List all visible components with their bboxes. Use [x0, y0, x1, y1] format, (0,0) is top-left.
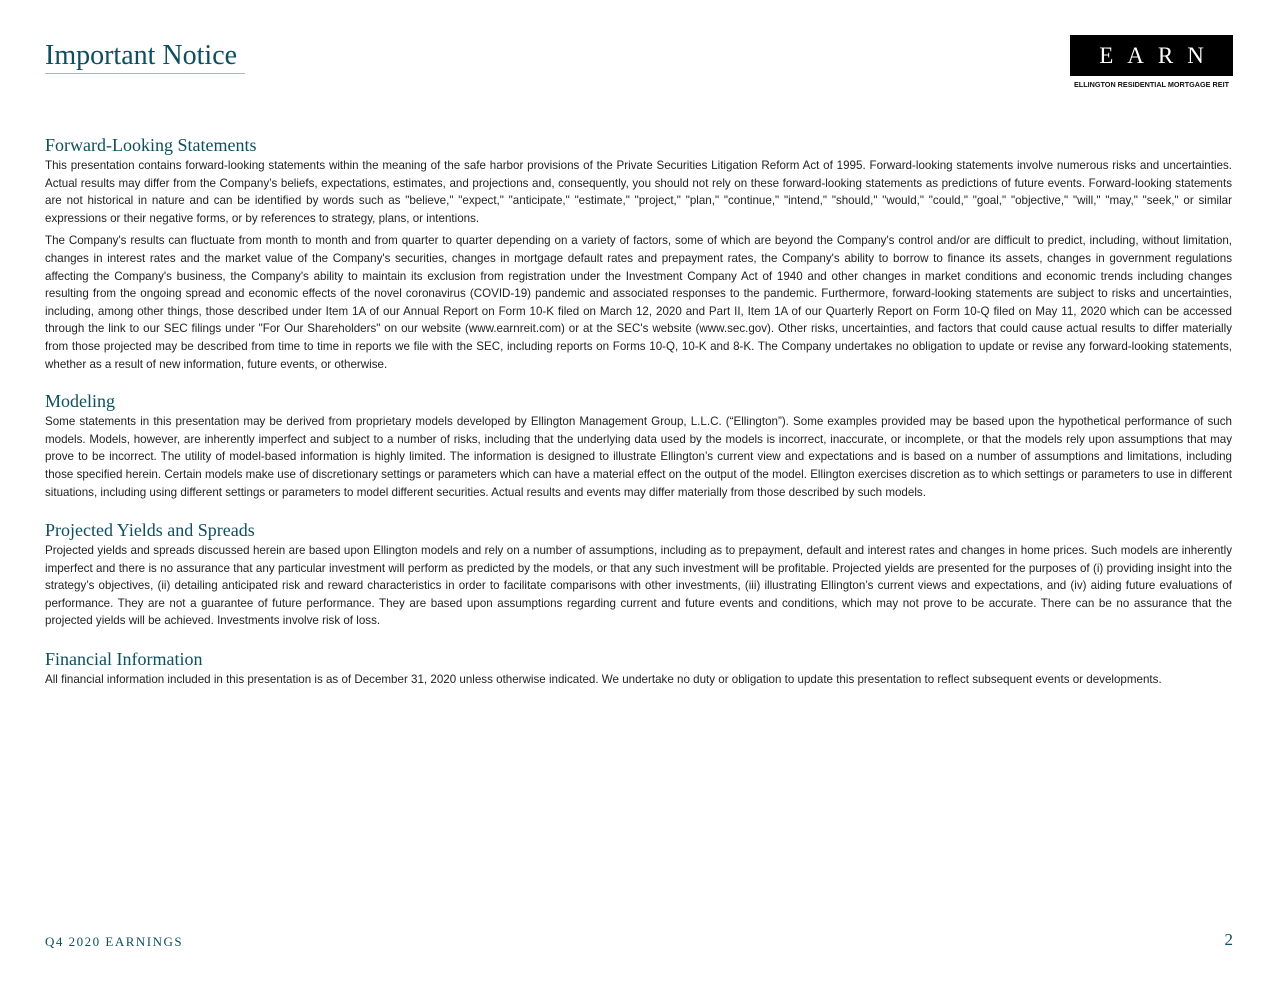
paragraph: Projected yields and spreads discussed herein are based upon Ellington models and rely on a number of assumptions, including as to prepayment, default and interest rates and changes in home prices. Such models are inherently imperfect and there is no assurance that any particular investment will perform as predicted by the models, or that any such investment will be profitable. Projected yields are presented for the purposes of (i) providing insight into the strategy’s objectives, (ii) detailing anticipated risk and reward characteristics in order to facilitate comparisons with other investments, (iii) illustrating Ellington’s current views and expectations, and (iv) aiding future evaluations of performance. They are not a guarantee of future performance. They are based upon assumptions regarding current and future events and conditions, which may not prove to be accurate. There can be no assurance that the projected yields will be achieved. Investments involve risk of loss.	[45, 544, 1232, 628]
page-title: Important Notice	[45, 40, 238, 71]
paragraph: Some statements in this presentation may be derived from proprietary models developed by Ellington Management Group, L.L.C. (“Ellington”). Some examples provided may be based upon the hypothetical performance of such models. Models, however, are inherently imperfect and subject to a number of risks, including that the underlying data used by the models is incorrect, inaccurate, or incomplete, or that the models rely upon assumptions that may prove to be incorrect. The utility of model-based information is highly limited. The information is designed to illustrate Ellington’s current view and expectations and is based on a number of assumptions and limitations, including those specified herein. Certain models make use of discretionary settings or parameters which can have a material effect on the output of the model. Ellington exercises discretion as to which settings or parameters to use in different situations, including using different settings or parameters to model different securities. Actual results and events may differ materially from those described by such models.	[45, 415, 1232, 499]
section-heading: Financial Information	[45, 649, 203, 670]
paragraph: The Company's results can fluctuate from month to month and from quarter to quarter depending on a variety of factors, some of which are beyond the Company's control and/or are difficult to predict, including, without limitation, changes in interest rates and the market value of the Company's securities, changes in mortgage default rates and prepayment rates, the Company's ability to borrow to finance its assets, changes in government regulations affecting the Company's business, the Company's ability to maintain its exclusion from registration under the Investment Company Act of 1940 and other changes in market conditions and economic trends including changes resulting from the ongoing spread and economic effects of the novel coronavirus (COVID-19) pandemic and associated responses to the pandemic. Furthermore, forward-looking statements are subject to risks and uncertainties, including, among other things, those described under Item 1A of our Annual Report on Form 10-K filed on March 12, 2020 and Part II, Item 1A of our Quarterly Report on Form 10-Q filed on May 11, 2020 which can be accessed through the link to our SEC filings under "For Our Shareholders" on our website (www.earnreit.com) or at the SEC's website (www.sec.gov). Other risks, uncertainties, and factors that could cause actual results to differ materially from those projected may be described from time to time in reports we file with the SEC, including reports on Forms 10-Q, 10-K and 8-K. The Company undertakes no obligation to update or revise any forward-looking statements, whether as a result of new information, future events, or otherwise.	[45, 234, 1232, 371]
forward-looking-section	[45, 133, 1232, 373]
page-number: 2	[1224, 930, 1233, 949]
section-heading: Projected Yields and Spreads	[45, 520, 255, 541]
modeling-section	[45, 389, 1232, 501]
section-heading: Modeling	[45, 391, 115, 412]
notice-content	[45, 133, 1232, 689]
title-underline	[45, 73, 245, 74]
earn-logo: EARN	[1070, 35, 1233, 76]
paragraph: All financial information included in this presentation is as of December 31, 2020 unless otherwise indicated. We undertake no duty or obligation to update this presentation to reflect subsequent events or developments.	[45, 673, 1162, 687]
projected-yields-section	[45, 518, 1232, 630]
logo-subtitle: ELLINGTON RESIDENTIAL MORTGAGE REIT	[1073, 80, 1230, 89]
paragraph: This presentation contains forward-looking statements within the meaning of the safe harbor provisions of the Private Securities Litigation Reform Act of 1995. Forward-looking statements involve numerous risks and uncertainties. Actual results may differ from the Company’s beliefs, expectations, estimates, and projections and, consequently, you should not rely on these forward-looking statements as predictions of future events. Forward-looking statements are not historical in nature and can be identified by words such as "believe," "expect," "anticipate," "estimate," "project," "plan," "continue," "intend," "should," "would," "could," "goal," "objective," "will," "may," "seek," or similar expressions or their negative forms, or by references to strategy, plans, or intentions.	[45, 159, 1232, 225]
footer-label: Q4 2020 EARNINGS	[45, 934, 184, 949]
section-heading: Forward-Looking Statements	[45, 135, 257, 155]
financial-information-section	[45, 647, 1232, 689]
